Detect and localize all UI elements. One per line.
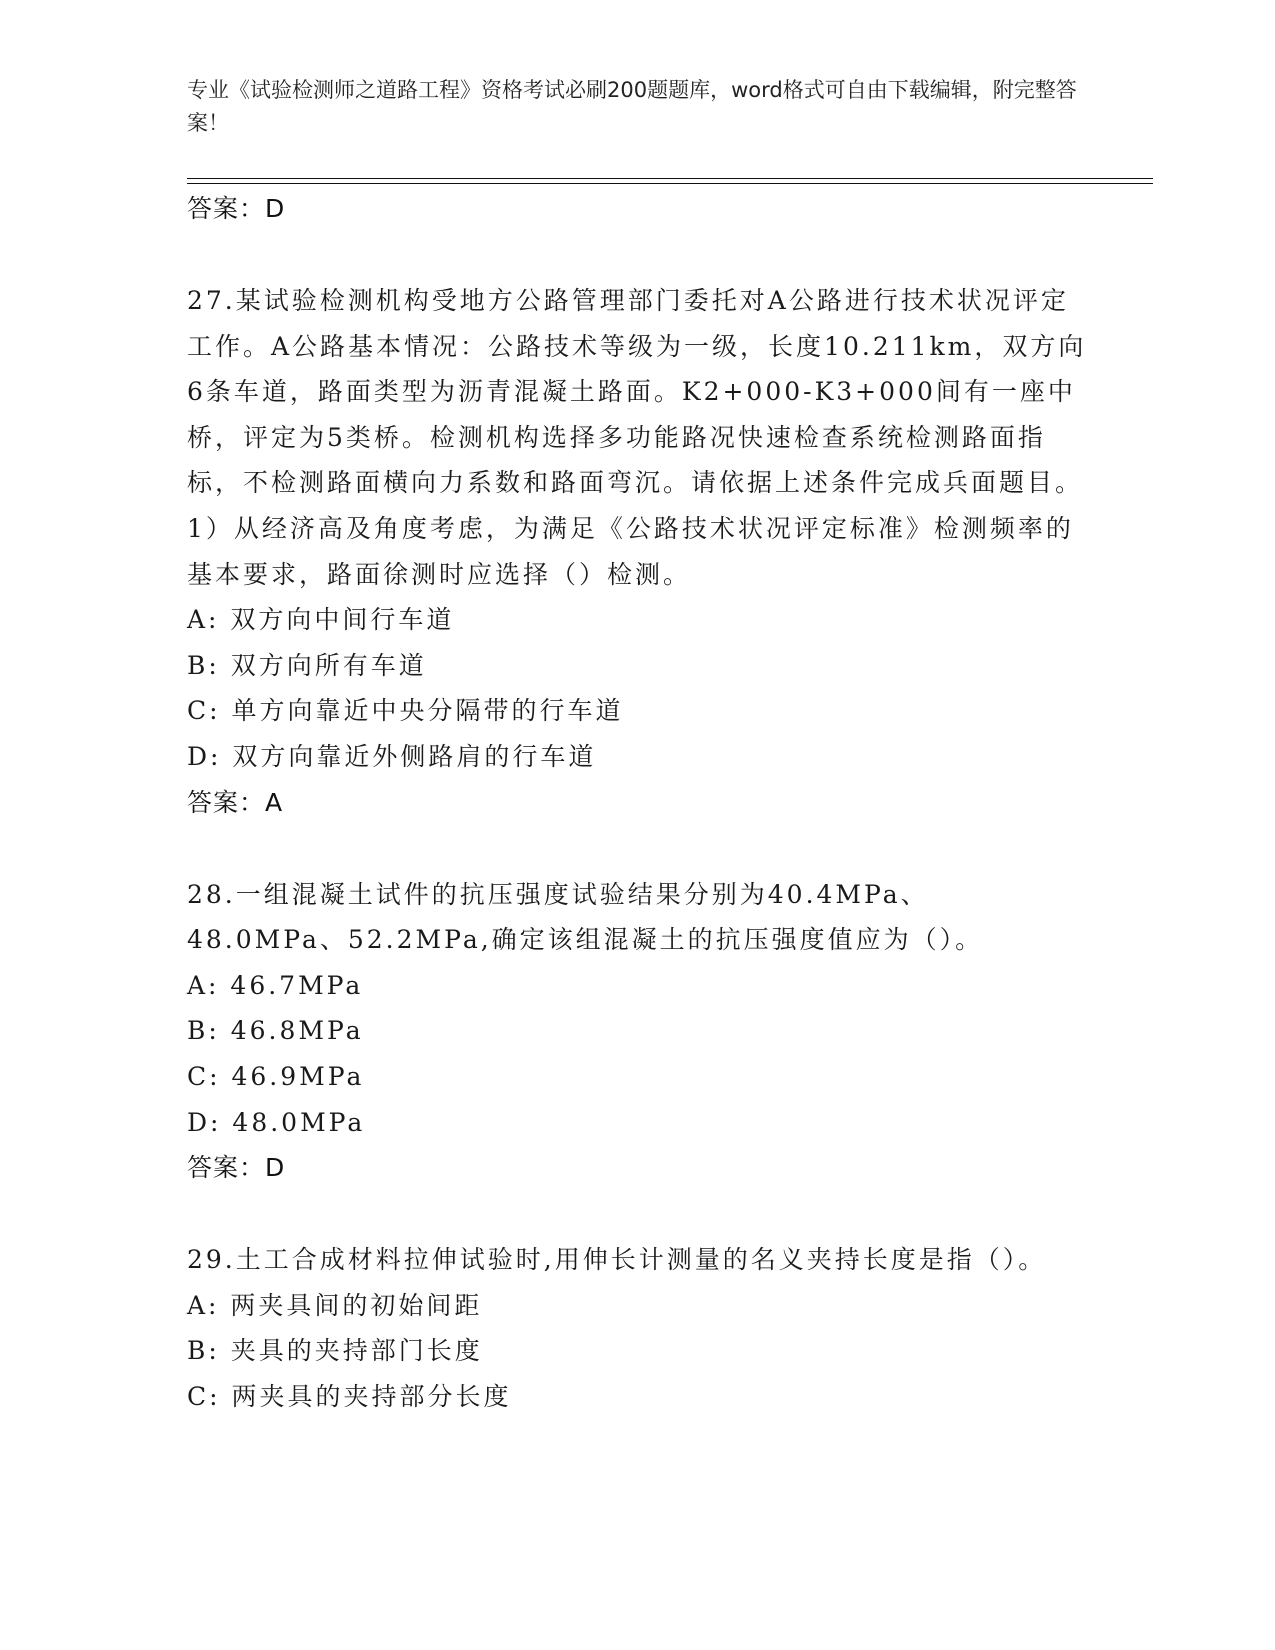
question-27: [187, 278, 1087, 826]
document-header: [187, 74, 1087, 140]
answer-label: 答案：A: [187, 787, 284, 817]
option-b: B: 46.8MPa: [187, 1016, 364, 1046]
option-a: A: 两夹具间的初始间距: [187, 1290, 483, 1320]
option-d: D: 48.0MPa: [187, 1107, 366, 1137]
option-a: A: 46.7MPa: [187, 970, 364, 1000]
header-divider-bottom: [187, 183, 1153, 184]
option-d: D: 双方向靠近外侧路肩的行车道: [187, 741, 597, 771]
question-28: [187, 872, 1087, 1192]
option-b: B: 夹具的夹持部门长度: [187, 1336, 483, 1366]
option-c: C: 两夹具的夹持部分长度: [187, 1381, 512, 1411]
option-b: B: 双方向所有车道: [187, 650, 427, 680]
question-29: [187, 1237, 1087, 1419]
question-text: 28.一组混凝土试件的抗压强度试验结果分别为40.4MPa、48.0MPa、52.2MPa,确定该组混凝土的抗压强度值应为（）。: [187, 879, 984, 955]
header-title: 专业《试验检测师之道路工程》资格考试必刷200题题库，word格式可自由下载编辑，附完整答案！: [187, 78, 1077, 135]
question-text: 29.土工合成材料拉伸试验时,用伸长计测量的名义夹持长度是指（）。: [187, 1245, 1047, 1275]
answer-label: 答案：D: [187, 194, 286, 223]
answer-label: 答案：D: [187, 1153, 286, 1183]
option-a: A: 双方向中间行车道: [187, 605, 455, 635]
option-c: C: 46.9MPa: [187, 1061, 365, 1091]
option-c: C: 单方向靠近中央分隔带的行车道: [187, 696, 624, 726]
header-divider-top: [187, 178, 1153, 179]
document-body: [187, 186, 1087, 1419]
question-text: 27.某试验检测机构受地方公路管理部门委托对A公路进行技术状况评定工作。A公路基本情况：公路技术等级为一级，长度10.211km，双方向6条车道，路面类型为沥青混凝土路面。K2+000-K3+000间有一座中桥，评定为5类桥。检测机构选择多功能路况快速检查系统检测路面指标，不检测路面横向力系数和路面弯沉。请依据上述条件完成兵面题目。1）从经济高及角度考虑，为满足《公路技术状况评定标准》检测频率的基本要求，路面徐测时应选择（）检测。: [187, 286, 1087, 589]
